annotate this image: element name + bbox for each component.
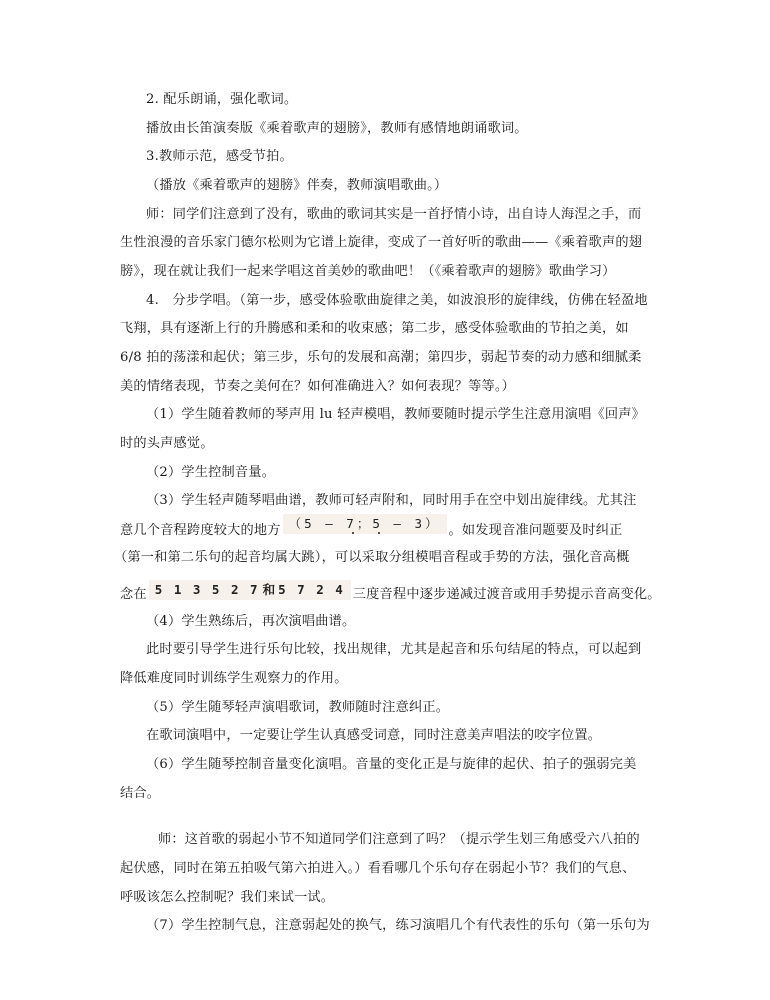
paragraph-line-with-notation xyxy=(120,516,660,541)
paragraph-line: （第一和第二乐句的起音均属大跳），可以采取分组模唱音程或手势的方法，强化音高概 xyxy=(114,550,630,565)
paragraph-line: 师：同学们注意到了没有，歌曲的歌词其实是一首抒情小诗，出自诗人海涅之手，而 xyxy=(146,207,642,222)
notation-dash: — xyxy=(393,516,404,531)
paragraph-line: （6）学生随琴控制音量变化演唱。音量的变化正是与旋律的起伏、拍子的强弱完美 xyxy=(146,757,637,772)
paragraph-line: （2）学生控制音量。 xyxy=(146,465,276,480)
paragraph-text: 三度音程中逐步递减过渡音或用手势提示音高变化。 xyxy=(352,587,661,602)
paragraph-line: 美的情绪表现，节奏之美何在？如何准确进入？如何表现？等等。） xyxy=(120,379,516,394)
paragraph-line: 起伏感，同时在第五拍吸气第六拍进入。）看看哪几个乐句存在弱起小节？我们的气息、 xyxy=(120,861,636,876)
paragraph-line: 呼吸该怎么控制呢？我们来试一试。 xyxy=(120,890,335,905)
notation-sequence-2: 5 7 2 4 xyxy=(278,582,345,597)
paragraph-line: 6/8 拍的荡漾和起伏；第三步，乐句的发展和高潮；第四步，弱起节奏的动力感和细腻柔 xyxy=(120,350,642,365)
paragraph-line-with-notation xyxy=(120,584,660,605)
paragraph-line: （7）学生控制气息，注意弱起处的换气，练习演唱几个有代表性的乐句（第一乐句为 xyxy=(146,918,650,933)
notation-note-low-dot: 7 xyxy=(346,516,357,531)
paragraph-line: 结合。 xyxy=(120,786,161,801)
paragraph-line: 播放由长笛演奏版《乘着歌声的翅膀》，教师有感情地朗诵歌词。 xyxy=(146,121,528,136)
paragraph-line: 时的头声感觉。 xyxy=(120,436,214,451)
paragraph-line: （3）学生轻声随琴唱曲谱，教师可轻声附和，同时用手在空中划出旋律线。尤其注 xyxy=(146,493,637,508)
notation-separator: ； xyxy=(356,516,373,531)
notation-sequence-1: 5 1 3 5 2 7 xyxy=(154,582,260,597)
paragraph-line: （播放《乘着歌声的翅膀》伴奏，教师演唱歌曲。） xyxy=(146,178,448,193)
paragraph-line: （4）学生熟练后，再次演唱曲谱。 xyxy=(146,614,356,629)
paragraph-text: 念在 xyxy=(120,587,147,602)
music-notation-intervals xyxy=(283,514,447,534)
paragraph-text: 意几个音程跨度较大的地方 xyxy=(120,523,281,538)
paragraph-line: 飞翔，具有逐渐上行的升腾感和柔和的收束感；第二步，感受体验歌曲的节拍之美，如 xyxy=(120,321,629,336)
paragraph-line: 2. 配乐朗诵，强化歌词。 xyxy=(146,92,298,107)
paragraph-line: 3.教师示范，感受节拍。 xyxy=(146,149,293,164)
paragraph-line: 师：这首歌的弱起小节不知道同学们注意到了吗？（提示学生划三角感受六八拍的 xyxy=(158,832,640,847)
notation-note: 3 xyxy=(414,516,425,531)
notation-note-low-dot: 5 xyxy=(372,516,383,531)
paragraph-line: 4. 分步学唱。（第一步，感受体验歌曲旋律之美，如波浪形的旋律线，仿佛在轻盈地 xyxy=(146,293,648,308)
paragraph-line: 膀》，现在就让我们一起来学唱这首美妙的歌曲吧！（《乘着歌声的翅膀》歌曲学习） xyxy=(120,264,616,279)
notation-note: 5 xyxy=(304,516,315,531)
paragraph-line: 此时要引导学生进行乐句比较，找出规律，尤其是起音和乐句结尾的特点，可以起到 xyxy=(146,642,642,657)
notation-and: 和 xyxy=(262,582,276,597)
paragraph-line: （5）学生随琴轻声演唱歌词，教师随时注意纠正。 xyxy=(146,700,450,715)
paragraph-line: 降低难度同时训练学生观察力的作用。 xyxy=(120,671,348,686)
notation-close: ） xyxy=(425,516,441,531)
notation-open: （ xyxy=(288,516,305,531)
paragraph-line: 在歌词演唱中，一定要让学生认真感受词意，同时注意美声唱法的咬字位置。 xyxy=(146,728,602,743)
paragraph-line: （1）学生随着教师的琴声用 lu 轻声模唱，教师要随时提示学生注意用演唱《回声》 xyxy=(146,407,646,422)
paragraph-line: 生性浪漫的音乐家门德尔松则为它谱上旋律，变成了一首好听的歌曲——《乘着歌声的翅 xyxy=(120,235,643,250)
paragraph-text: 。如发现音准问题要及时纠正 xyxy=(448,523,623,538)
music-notation-sequence xyxy=(149,580,351,600)
notation-dash: — xyxy=(325,516,336,531)
